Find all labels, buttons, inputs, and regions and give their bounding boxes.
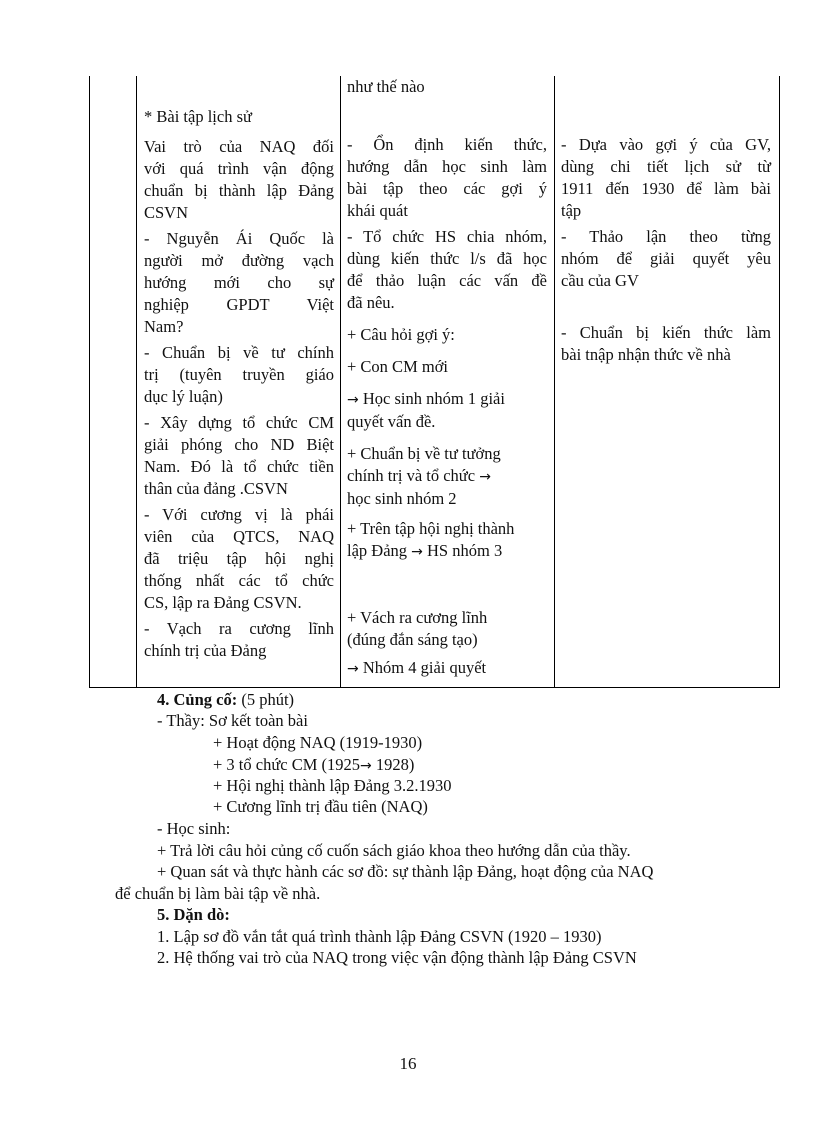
col3-q1: + Con CM mới bbox=[347, 357, 449, 376]
col4-block-prepare: - Chuẩn bị kiến thức làm bài tnập nhận thức về nhà bbox=[561, 323, 771, 364]
arrow-icon: → bbox=[411, 544, 423, 560]
col4-block-hint: - Dựa vào gợi ý của GV, dùng chi tiết lịch sử từ 1911 đến 1930 để làm bài tập bbox=[561, 135, 771, 220]
col3-q3b: lập Đảng → HS nhóm 3 bbox=[347, 541, 503, 560]
student-item-2-cont: để chuẩn bị làm bài tập về nhà. bbox=[115, 884, 321, 903]
student-item-2: + Quan sát và thực hành các sơ đồ: sự thành lập Đảng, hoạt động của NAQ bbox=[157, 862, 654, 881]
col3-top-text: như thế nào bbox=[347, 77, 425, 96]
arrow-icon: → bbox=[360, 758, 372, 774]
col3-q3a: + Trên tập hội nghị thành bbox=[347, 519, 515, 538]
homework-item-1: 1. Lập sơ đồ vắn tắt quá trình thành lập Đảng CSVN (1920 – 1930) bbox=[157, 927, 602, 946]
summary-item-3: + Hội nghị thành lập Đảng 3.2.1930 bbox=[213, 776, 452, 795]
col3-q4a: + Vách ra cương lĩnh bbox=[347, 608, 488, 627]
col3-g1b: quyết vấn đề. bbox=[347, 412, 436, 431]
summary-item-2: + 3 tổ chức CM (1925→ 1928) bbox=[213, 755, 415, 774]
col4-block-discuss: - Thảo lận theo từng nhóm để giải quyết yêu cầu của GV bbox=[561, 227, 771, 290]
summary-item-4: + Cương lĩnh trị đầu tiên (NAQ) bbox=[213, 797, 428, 816]
table-border-right bbox=[779, 76, 780, 688]
arrow-icon: → bbox=[347, 392, 359, 408]
table-border-col3 bbox=[340, 76, 341, 688]
arrow-icon: → bbox=[479, 469, 491, 485]
consolidation-heading: 4. Củng cố: (5 phút) bbox=[157, 690, 295, 709]
col3-question-label: + Câu hỏi gợi ý: bbox=[347, 325, 455, 344]
col2-block-role: Vai trò của NAQ đối với quá trình vận động chuẩn bị thành lập Đảng CSVN bbox=[144, 137, 334, 222]
teacher-summary: - Thầy: Sơ kết toàn bài bbox=[157, 711, 308, 730]
homework-heading: 5. Dặn dò: bbox=[157, 905, 230, 924]
exercise-heading: * Bài tập lịch sử bbox=[144, 107, 252, 126]
table-cell-student-col bbox=[561, 134, 771, 370]
table-cell-content-col bbox=[144, 106, 334, 666]
col2-block-organization: - Xây dựng tổ chức CM giải phóng cho ND Biệt Nam. Đó là tổ chức tiền thân của đảng .CSVN bbox=[144, 413, 334, 498]
col3-q2c: học sinh nhóm 2 bbox=[347, 489, 457, 508]
col3-q2b: chính trị và tổ chức → bbox=[347, 466, 491, 485]
table-cell-teacher-col bbox=[347, 76, 547, 680]
student-item-1: + Trả lời câu hỏi củng cố cuốn sách giáo khoa theo hướng dẫn của thầy. bbox=[157, 841, 631, 860]
col2-block-politics: - Chuẩn bị về tư chính trị (tuyên truyền giáo dục lý luận) bbox=[144, 343, 334, 406]
col3-g1a: → Học sinh nhóm 1 giải bbox=[347, 389, 505, 408]
col3-q4b: (đúng đắn sáng tạo) bbox=[347, 630, 478, 649]
table-border-bottom bbox=[89, 687, 780, 688]
arrow-icon: → bbox=[347, 661, 359, 677]
table-border-col2 bbox=[136, 76, 137, 688]
table-border-left bbox=[89, 76, 90, 688]
student-label: - Học sinh: bbox=[157, 819, 231, 838]
col2-block-founding: - Với cương vị là phái viên của QTCS, NAQ đã triệu tập hội nghị thống nhất các tổ chức CS, lập ra Đảng CSVN. bbox=[144, 505, 334, 612]
col3-q2a: + Chuẩn bị về tư tưởng bbox=[347, 444, 501, 463]
col3-block-groups: - Tổ chức HS chia nhóm, dùng kiến thức l/s đã học để thảo luận các vấn đề đã nêu. bbox=[347, 227, 547, 312]
homework-item-2: 2. Hệ thống vai trò của NAQ trong việc vận động thành lập Đảng CSVN bbox=[157, 948, 637, 967]
col2-block-platform: - Vạch ra cương lĩnh chính trị của Đảng bbox=[144, 619, 334, 660]
col3-g4: → Nhóm 4 giải quyết bbox=[347, 658, 487, 677]
table-border-col4 bbox=[554, 76, 555, 688]
page-number: 16 bbox=[399, 1054, 417, 1073]
col2-block-pioneer: - Nguyễn Ái Quốc là người mở đường vạch hướng mới cho sự nghiệp GPDT Việt Nam? bbox=[144, 229, 334, 336]
summary-item-1: + Hoạt động NAQ (1919-1930) bbox=[213, 733, 423, 752]
col3-block-stabilize: - Ổn định kiến thức, hướng dẫn học sinh làm bài tập theo các gợi ý khái quát bbox=[347, 135, 547, 220]
